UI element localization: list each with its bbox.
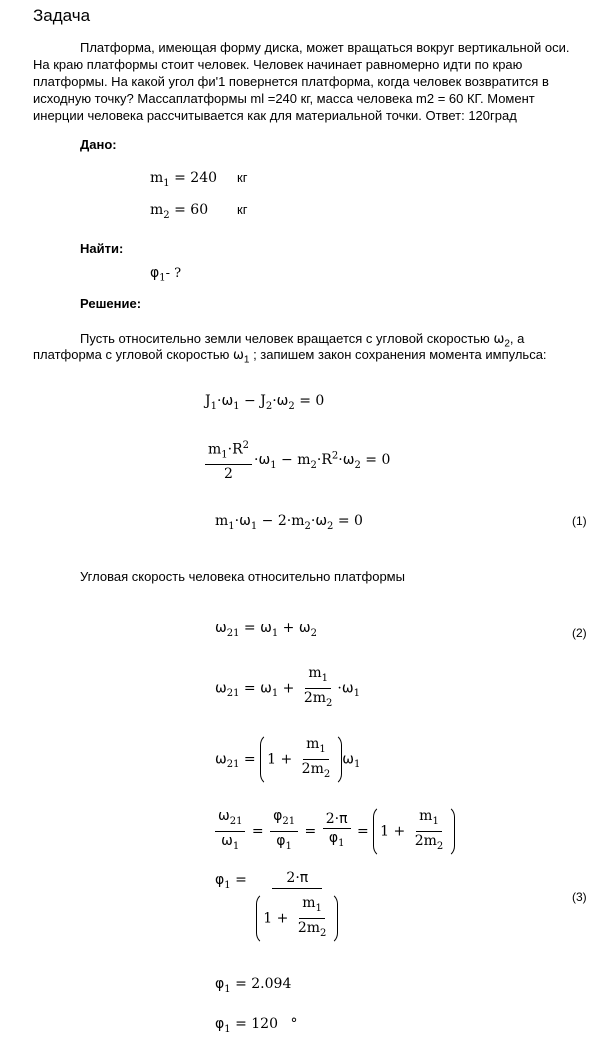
result-value: 2.094 (251, 976, 292, 992)
unit-label: кг (237, 170, 248, 185)
problem-line: исходную точку? Массаплатформы ml =240 кг, масса человека m2 = 60 КГ. Момент (33, 91, 535, 106)
equation-number: (2) (572, 626, 587, 640)
relative-velocity-text: Угловая скорость человека относительно платформы (80, 569, 405, 584)
solution-header: Решение: (80, 296, 142, 311)
given-header: Дано: (80, 137, 117, 152)
degree-symbol: ° (290, 1016, 298, 1032)
equation-ratio: $\frac{\omega_{21}}{\omega_1}$ = $\frac{\varphi_{21}}{\varphi_1}$ = $\frac{2\cdot\pi}{\varphi_1}$ = 1 + $\frac{m_1}{2m_2}$ (213, 805, 455, 858)
find-header: Найти: (80, 241, 124, 256)
result-degrees: $\varphi_1 = 120$ ° (215, 1016, 298, 1035)
problem-line: На краю платформы стоит человек. Человек начинает равномерно идти по краю (33, 57, 523, 72)
given-m2: $m_2 = 60$ (150, 202, 209, 221)
m1-value: 240 (190, 170, 218, 186)
m2-value: 60 (190, 202, 209, 218)
equation-number: (3) (572, 890, 587, 904)
solution-text-line2: платформа с угловой скоростью $\omega_1$ ; запишем закон сохранения момента импульса: (33, 347, 547, 366)
equation-number: (1) (572, 514, 587, 528)
given-m1: $m_1 = 240$ (150, 170, 218, 189)
solution-text: , а (509, 331, 525, 346)
equation-omega21-b: $\omega_{21} = 1$ + $\frac{m_1}{2m_2}$ $\omega_1$ (215, 733, 360, 786)
problem-line: платформы. На какой угол фи'1 повернется платформа, когда человек возвратится в (33, 74, 549, 89)
equation-3: $\varphi_1$ = 2·π 1 + $\frac{m_1}{2m_2}$ (215, 872, 343, 945)
solution-text: ; запишем закон сохранения момента импульса: (253, 347, 547, 362)
equation-1: $m_1\cdot\omega_1 - 2\cdot m_2\cdot\omega_2 = 0$ (215, 513, 363, 532)
result-value: 120 (251, 1016, 278, 1032)
find-target: $\varphi_1-$ ? (150, 265, 182, 284)
solution-text-line1: Пусть относительно земли человек вращается с угловой скоростью $\omega_2$, а (80, 331, 525, 350)
equation-expanded: $\frac{m_1\cdot R^2}{2}$ $\cdot\omega_1 - m_2\cdot R^2\cdot\omega_2 = 0$ (203, 438, 390, 482)
equation-momentum: $J_1\cdot\omega_1 - J_2\cdot\omega_2 = 0$ (205, 393, 325, 412)
result-radians: $\varphi_1 = 2.094$ (215, 976, 292, 995)
unit-label: кг (237, 202, 248, 217)
find-target-text: - ? (165, 266, 182, 281)
problem-line: Платформа, имеющая форму диска, может вращаться вокруг вертикальной оси. (80, 40, 570, 55)
solution-text: платформа с угловой скоростью (33, 347, 230, 362)
solution-text: Пусть относительно земли человек вращается с угловой скоростью (80, 331, 490, 346)
equation-2: $\omega_{21} = \omega_1 + \omega_2$ (215, 620, 317, 639)
page-title: Задача (33, 6, 91, 25)
problem-line: инерции человека рассчитывается как для материальной точки. Ответ: 120град (33, 108, 517, 123)
equation-omega21-a: $\omega_{21} = \omega_1$ + $\frac{m_1}{2m_2}$ $\cdot\omega_1$ (215, 665, 360, 709)
